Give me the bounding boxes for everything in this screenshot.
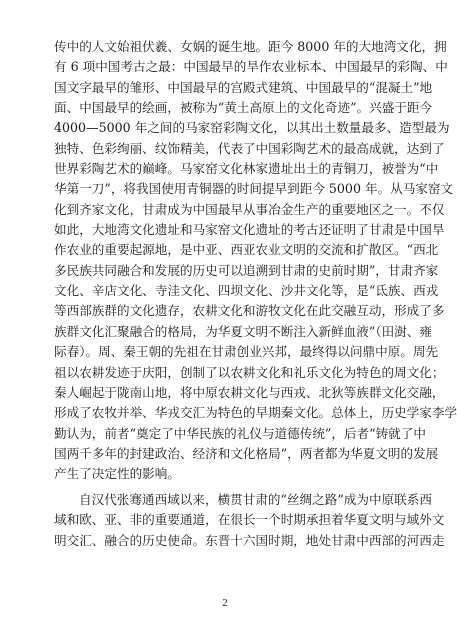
text-line: 形成了农牧并举、华戎交汇为特色的早期秦文化。总体上，历史学家李学 bbox=[54, 405, 457, 421]
page-number: 2 bbox=[222, 597, 228, 609]
text-line: 域和欧、亚、非的重要通道，在很长一个时期承担着华夏文明与域外文 bbox=[54, 512, 445, 528]
text-line: 华第一刀”，将我国使用青铜器的时间提早到距今 5000 年。从马家窑文 bbox=[54, 181, 454, 197]
text-line: 世界彩陶艺术的巅峰。马家窑文化林家遗址出土的青铜刀，被誉为“中 bbox=[54, 161, 439, 177]
text-line: 多民族共同融合和发展的历史可以追溯到甘肃的史前时期”，甘肃齐家 bbox=[54, 262, 439, 278]
paragraph-silk-road bbox=[54, 490, 445, 551]
text-line: 如此，大地湾文化遗址和马家窑文化遗址的考古还证明了甘肃是中国旱 bbox=[54, 222, 445, 238]
text-line: 祖以农耕发迹于庆阳，创制了以农耕文化和礼乐文化为特色的周文化； bbox=[54, 364, 445, 380]
text-line: 4000—5000 年之间的马家窑彩陶文化，以其出土数量最多、造型最为 bbox=[54, 120, 450, 136]
text-line: 传中的人文始祖伏羲、女娲的诞生地。距今 8000 年的大地湾文化，拥 bbox=[54, 39, 447, 54]
text-line: 文化、辛店文化、寺洼文化、四坝文化、沙井文化等，是“氐族、西戎 bbox=[54, 283, 439, 299]
paragraph-continued bbox=[54, 37, 457, 485]
text-line: 有 6 项中国考古之最：中国最早的旱作农业标本、中国最早的彩陶、中 bbox=[54, 59, 448, 75]
text-line: 等西部族群的文化遗存，农耕文化和游牧文化在此交融互动，形成了多 bbox=[54, 303, 445, 319]
text-line: 自汉代张骞通西域以来，横贯甘肃的“丝绸之路”成为中原联系西 bbox=[79, 492, 432, 507]
text-line: 族群文化汇聚融合的格局，为华夏文明不断注入新鲜血液”（田澍、雍 bbox=[54, 323, 432, 339]
text-line: 面、中国最早的绘画，被称为“黄土高原上的文化奇迹”。兴盛于距今 bbox=[54, 100, 433, 116]
text-line: 国文字最早的雏形、中国最早的宫殿式建筑、中国最早的“混凝土”地 bbox=[54, 79, 433, 95]
text-line: 秦人崛起于陇南山地，将中原农耕文化与西戎、北狄等族群文化交融， bbox=[54, 384, 445, 400]
text-line: 国两千多年的封建政治、经济和文化格局”，两者都为华夏文明的发展 bbox=[54, 445, 439, 461]
text-line: 勤认为，前者“奠定了中华民族的礼仪与道德传统”，后者“铸就了中 bbox=[54, 425, 426, 441]
text-line: 际春）。周、秦王朝的先祖在甘肃创业兴邦，最终得以问鼎中原。周先 bbox=[54, 344, 439, 360]
text-line: 明交汇、融合的历史使命。东晋十六国时期，地处甘肃中西部的河西走 bbox=[54, 532, 445, 548]
text-line: 产生了决定性的影响。 bbox=[54, 466, 180, 482]
text-line: 作农业的重要起源地，是中亚、西亚农业文明的交流和扩散区。“西北 bbox=[54, 242, 439, 258]
text-line: 独特、色彩绚丽、纹饰精美，代表了中国彩陶艺术的最高成就，达到了 bbox=[54, 140, 445, 156]
text-line: 化到齐家文化，甘肃成为中国最早从事冶金生产的重要地区之一。不仅 bbox=[54, 201, 445, 217]
